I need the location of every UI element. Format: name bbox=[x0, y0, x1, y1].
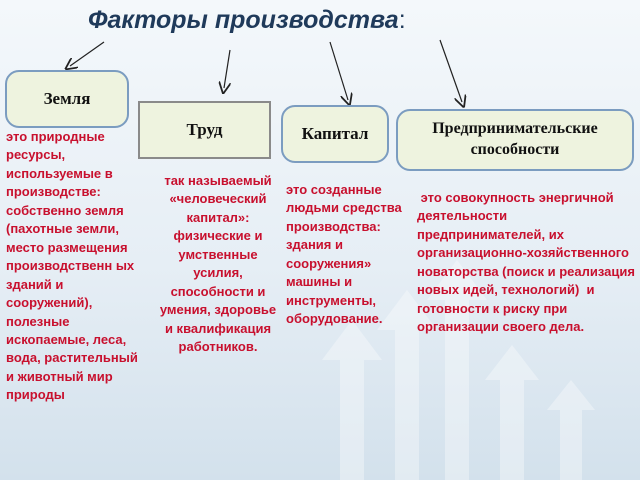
factor-box-entrepreneurship bbox=[396, 109, 634, 171]
description-capital: это созданные людьми средства производства: здания и сооружения» машины и инструменты, оборудование. bbox=[286, 182, 402, 327]
title-text: Факторы производства bbox=[88, 6, 399, 34]
description-labor: так называемый «человеческий капитал»: физические и умственные усилия, способности и умения, здоровье и квалификация работников. bbox=[159, 173, 277, 355]
factor-box-labor: Труд bbox=[138, 101, 271, 159]
arrow-to-land bbox=[70, 42, 104, 66]
title-colon: : bbox=[398, 6, 406, 34]
factor-box-capital: Капитал bbox=[281, 105, 389, 163]
arrow-to-capital bbox=[330, 42, 348, 100]
description-entrepreneurship: это совокупность энергичной деятельности предпринимателей, их организационно-хозяйственного новаторства (поиск и реализация новых идей, технологий) и готовности к риску при организации своего дела. bbox=[417, 190, 639, 335]
factor-box-land: Земля bbox=[5, 70, 129, 128]
arrow-to-entrepreneurship bbox=[440, 40, 462, 102]
arrow-to-labor bbox=[224, 50, 230, 88]
description-land: это природные ресурсы, используемые в производстве: собственно земля (пахотные земли, место размещения производственн ых зданий и сооружений), полезные ископаемые, леса, вода, растительный и животный мир природы bbox=[6, 129, 138, 403]
factor-box-entrepreneurship-label: Предпринимательские способности bbox=[432, 120, 598, 158]
